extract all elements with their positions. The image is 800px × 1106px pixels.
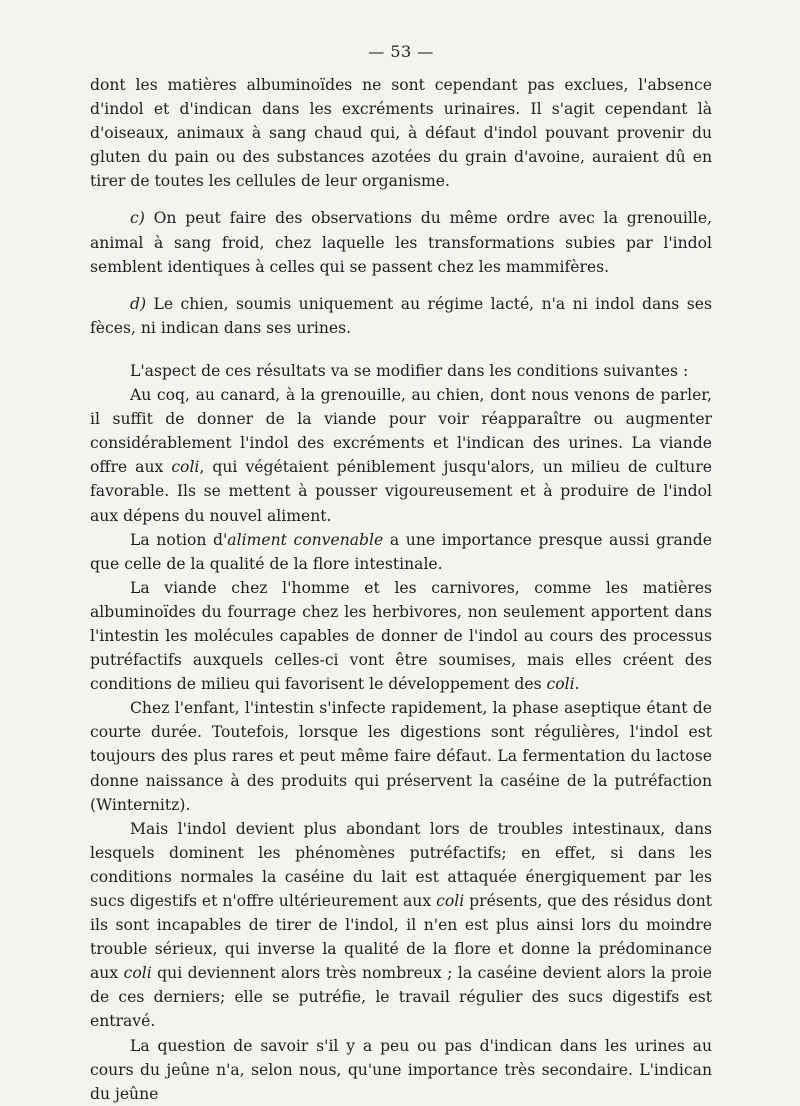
paragraph-aliment-convenable (90, 528, 712, 576)
page-number: — 53 — (368, 42, 434, 61)
text-segment: présents, que des résidus dont ils sont incapables de tirer de l'indol, il n'en est plus ainsi lors du moindre trouble sérieux, qui inverse la qualité de la flore et donne la prédominance aux (90, 892, 712, 983)
text-segment: La notion d' (130, 530, 228, 549)
text-segment: Le chien, soumis uniquement au régime lacté, n'a ni indol dans ses fèces, ni indican dans ses urines. (90, 294, 712, 337)
text-segment: , qui végétaient péniblement jusqu'alors, un milieu de culture favorable. Ils se mettent à pousser vigoureusement et à produire de l'indol aux dépens du nouvel aliment. (90, 458, 712, 525)
italic-term: coli (123, 964, 152, 983)
list-marker: c) (130, 209, 145, 228)
paragraph-fasting-question (90, 1034, 712, 1106)
italic-term: coli (546, 675, 575, 694)
paragraph-c-frog (90, 206, 712, 278)
text-segment: Mais l'indol devient plus abondant lors de troubles intestinaux, dans lesquels dominent les phénomènes putréfactifs; en effet, si dans les conditions normales la caséine du lait est attaquée énergiquement par les sucs digestifs et n'offre ultérieurement aux (90, 819, 712, 910)
paragraph-intestinal-troubles (90, 817, 712, 1034)
list-marker: d) (130, 294, 147, 313)
text-segment: a une importance presque aussi grande que celle de la qualité de la flore intestinale. (90, 530, 712, 573)
paragraph-continuation (90, 73, 712, 193)
italic-term: coli (171, 458, 200, 477)
text-segment: Chez l'enfant, l'intestin s'infecte rapidement, la phase aseptique étant de courte durée. Toutefois, lorsque les digestions sont régulières, l'indol est toujours des plus rares et peut même faire défaut. La fermentation du lactose donne naissance à des produits qui préservent la caséine de la putréfaction (Winternitz). (90, 699, 712, 814)
text-segment: Au coq, au canard, à la grenouille, au chien, dont nous venons de parler, il suffit de donner de la viande pour voir réapparaître ou augmenter considérablement l'indol des excréments et l'indican des urines. La viande offre aux (90, 386, 712, 477)
text-segment: L'aspect de ces résultats va se modifier dans les conditions suivantes : (130, 361, 689, 380)
paragraph-meat-effect (90, 383, 712, 528)
italic-term: coli (436, 892, 465, 910)
paragraph-conditions-intro (90, 359, 712, 383)
italic-term: aliment convenable (227, 530, 384, 549)
text-segment: On peut faire des observations du même ordre avec la grenouille, animal à sang froid, chez laquelle les transformations subies par l'indol semblent identiques à celles qui se passent chez les mammifères. (90, 209, 712, 276)
text-segment: qui deviennent alors très nombreux ; la caséine devient alors la proie de ces derniers; elle se putréfie, le travail régulier des sucs digestifs est entravé. (90, 964, 713, 1031)
text-segment: dont les matières albuminoïdes ne sont cependant pas exclues, l'absence d'indol et d'indican dans les excréments urinaires. Il s'agit cependant là d'oiseaux, animaux à sang chaud qui, à défaut d'indol pouvant provenir du gluten du pain ou des substances azotées du grain d'avoine, auraient dû en tirer de toutes les cellules de leur organisme. (90, 76, 712, 191)
text-segment: La viande chez l'homme et les carnivores, comme les matières albuminoïdes du fourrage chez les herbivores, non seulement apportent dans l'intestin les molécules capables de donner de l'indol au cours des processus putréfactifs auxquels celles-ci vont être soumises, mais elles créent des conditions de milieu qui favorisent le développement des (90, 578, 712, 694)
text-segment: . (574, 675, 580, 694)
paragraph-meat-carnivores (90, 576, 712, 696)
paragraph-child-intestine (90, 696, 712, 816)
text-segment: La question de savoir s'il y a peu ou pas d'indican dans les urines au cours du jeûne n'a, selon nous, qu'une importance très secondaire. L'indican du jeûne (90, 1036, 712, 1103)
paragraph-d-dog (90, 292, 712, 340)
